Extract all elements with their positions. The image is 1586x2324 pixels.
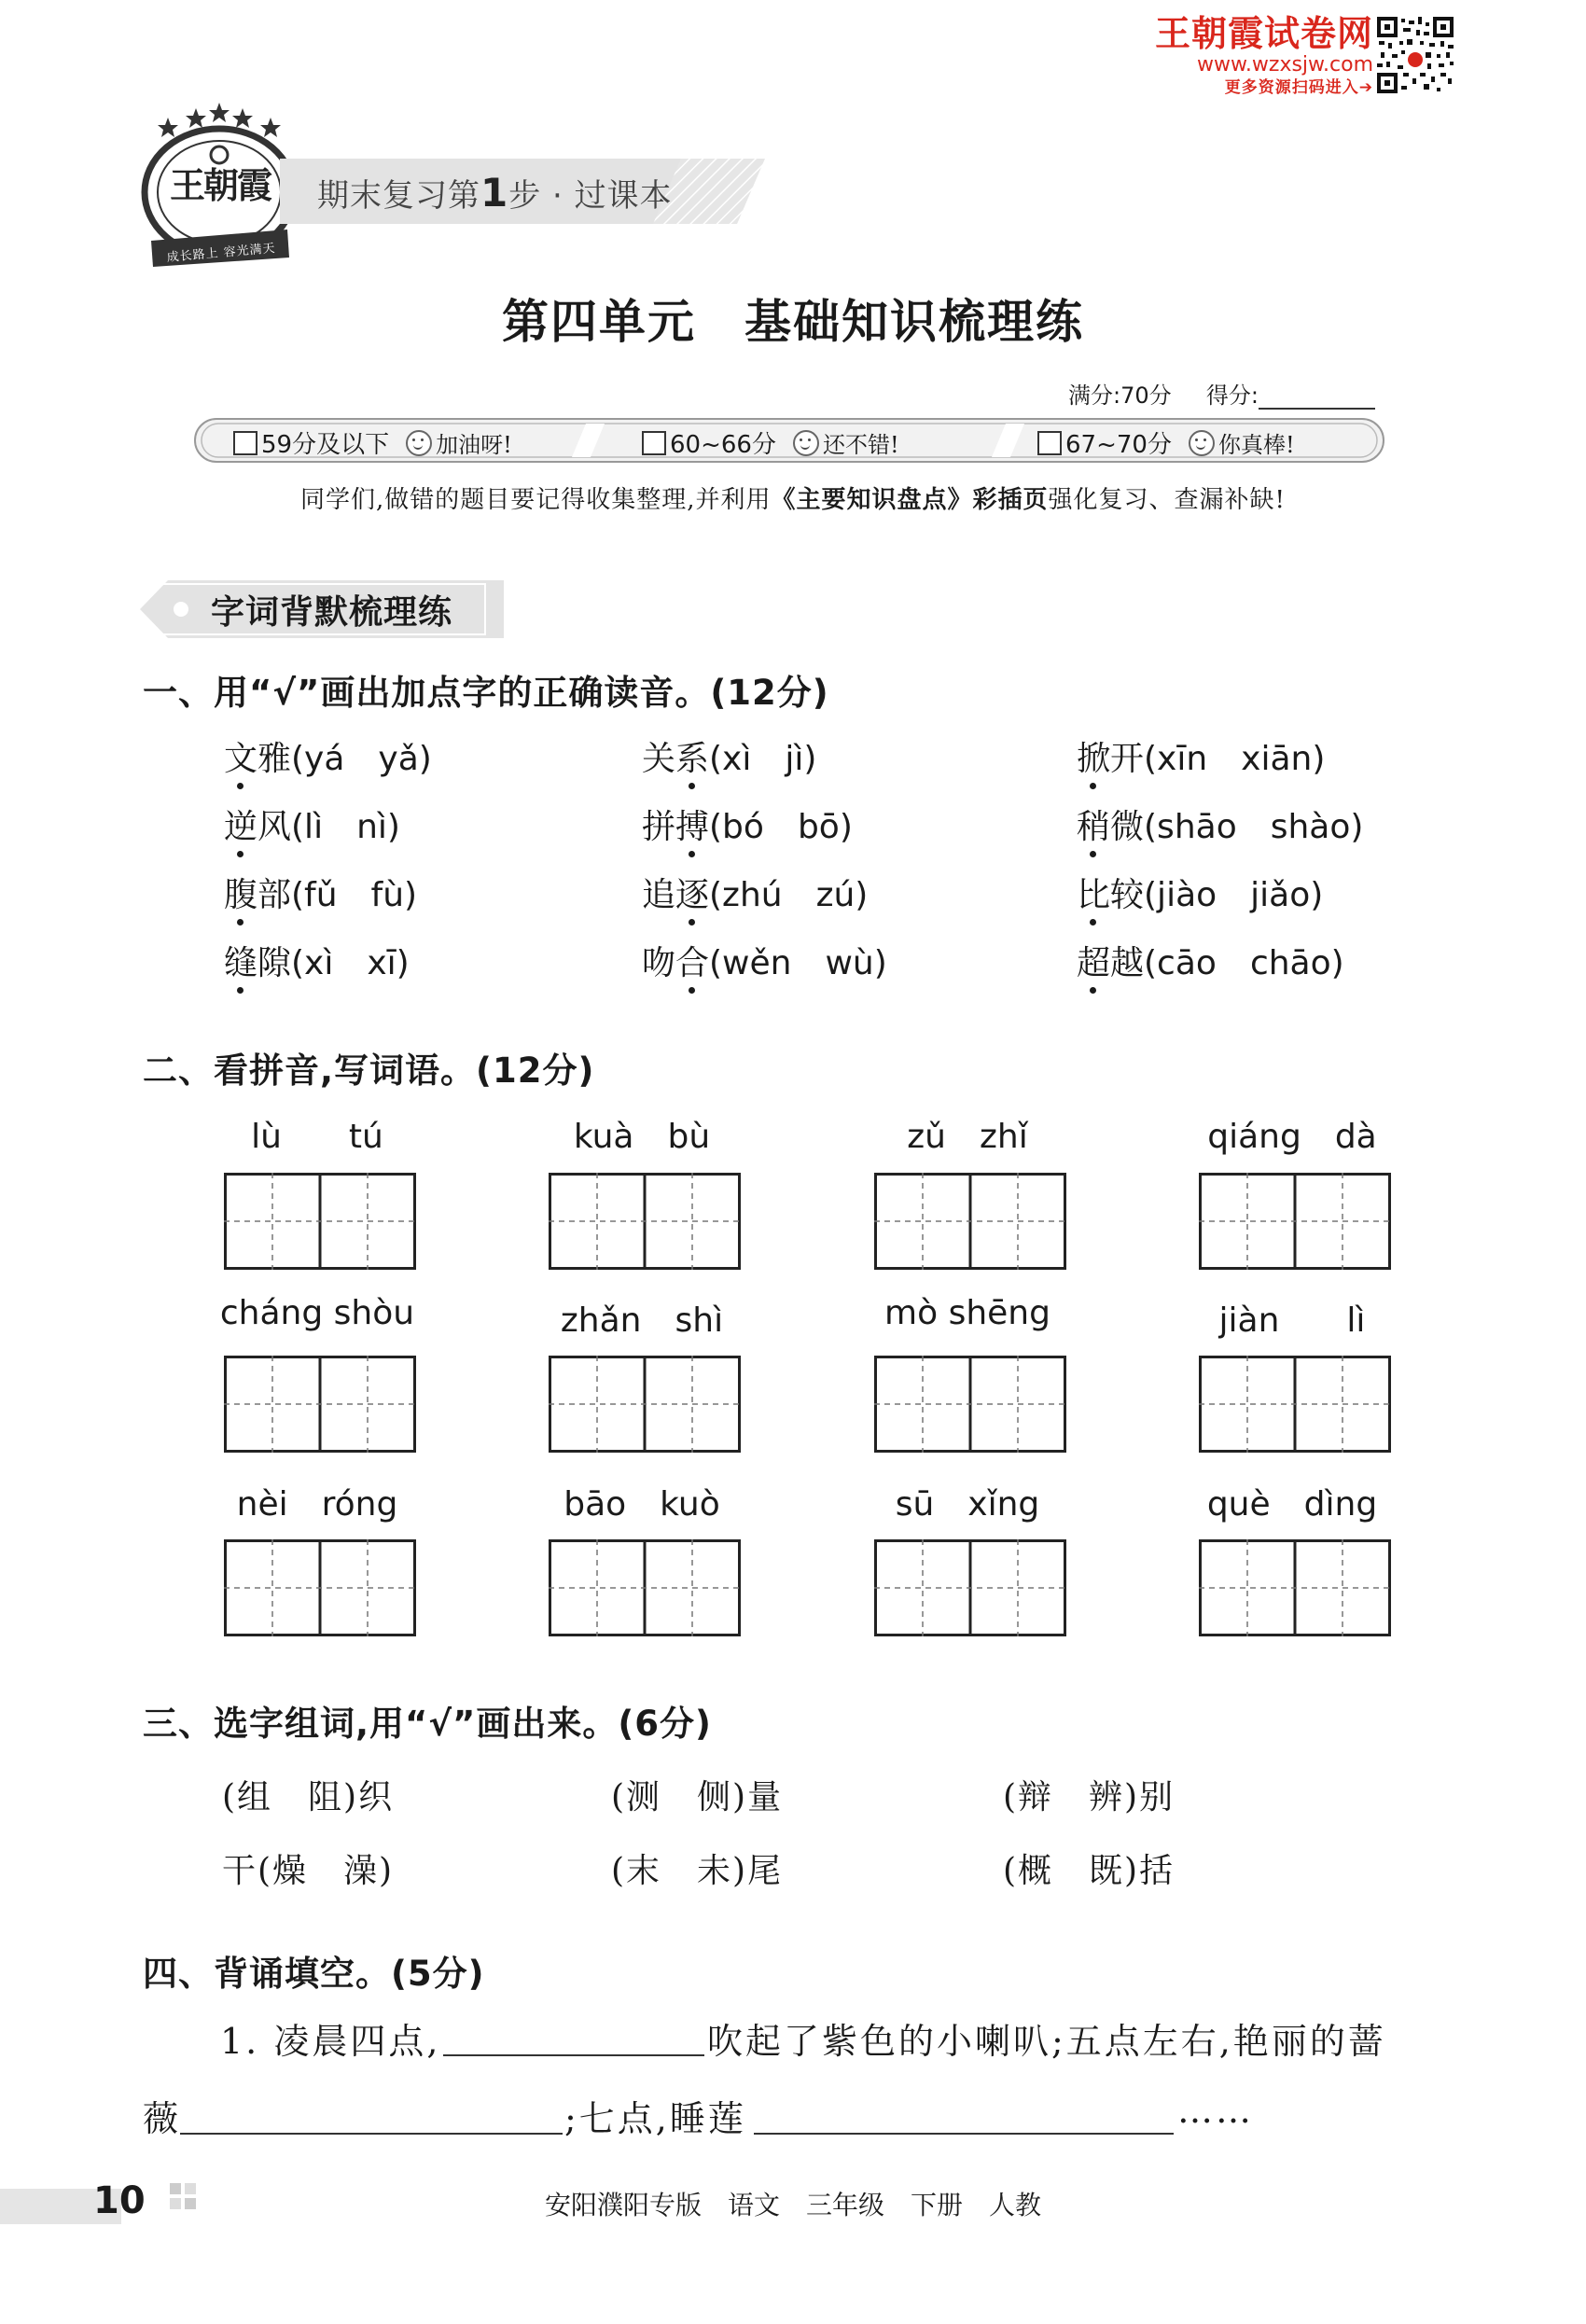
q2-pinyin: qiáng dà: [1207, 1118, 1377, 1156]
q1-word: 关系: [642, 740, 710, 778]
score-input[interactable]: [1259, 391, 1375, 410]
q1-word: 逆风: [224, 808, 292, 846]
q4-line1-end: 吹起了紫色的小喇叭;五点左右,艳丽的蔷: [707, 2021, 1386, 2062]
emphasis-dot-icon: [237, 851, 243, 857]
banner-prefix: 期末复习第: [317, 177, 480, 215]
q1-pinyin-options[interactable]: (wěn wù): [709, 944, 887, 982]
q3-choice[interactable]: (末 未)尾: [611, 1852, 784, 1890]
answer-grid-box[interactable]: [549, 1173, 741, 1270]
q3-choice[interactable]: (概 既)括: [1003, 1852, 1176, 1890]
q1-heading: 一、用“√”画出加点字的正确读音。(12分): [143, 673, 829, 713]
answer-grid-box[interactable]: [1199, 1173, 1391, 1270]
answer-grid-box[interactable]: [224, 1173, 416, 1270]
q4-line2-end: ……: [1177, 2090, 1254, 2131]
emphasis-dot-icon: [689, 851, 695, 857]
q3-choice[interactable]: 干(燥 澡): [222, 1852, 395, 1890]
q1-word: 稍微: [1077, 808, 1145, 846]
emphasis-dot-icon: [1090, 851, 1096, 857]
q1-item: [224, 732, 432, 780]
banner-text: [317, 170, 673, 216]
q4-line2-start: 薇: [143, 2098, 182, 2139]
answer-grid-box[interactable]: [549, 1356, 741, 1453]
q3-choice[interactable]: (辩 辨)别: [1003, 1778, 1176, 1816]
q1-item: [224, 800, 400, 848]
answer-grid-box[interactable]: [874, 1356, 1066, 1453]
full-score: 满分:70分: [1068, 383, 1172, 409]
q1-word: 文雅: [224, 740, 292, 778]
q1-item: [1077, 800, 1363, 848]
emphasis-dot-icon: [1090, 987, 1096, 994]
brand-name: 王朝霞试卷网: [1154, 13, 1373, 54]
answer-blank[interactable]: [443, 2053, 704, 2056]
q1-pinyin-options[interactable]: (shāo shào): [1144, 808, 1364, 846]
score-area: [1068, 377, 1375, 410]
q2-pinyin: sū xǐng: [895, 1485, 1040, 1524]
q1-pinyin-options[interactable]: (cāo chāo): [1144, 944, 1344, 982]
q1-word: 腹部: [224, 876, 292, 914]
rating-high: 67~70分 你真棒!: [1037, 425, 1295, 460]
emphasis-dot-icon: [1090, 783, 1096, 789]
q1-pinyin-options[interactable]: (bó bō): [709, 808, 853, 846]
q2-pinyin: bāo kuò: [563, 1485, 720, 1524]
q2-pinyin: jiàn lì: [1218, 1301, 1366, 1340]
emphasis-dot-icon: [1090, 919, 1096, 925]
score-label: 得分:: [1205, 383, 1259, 409]
q1-pinyin-options[interactable]: (zhú zú): [709, 876, 869, 914]
answer-blank[interactable]: [754, 2131, 1174, 2135]
q1-word: 追逐: [642, 876, 710, 914]
answer-grid-box[interactable]: [224, 1539, 416, 1636]
q3-choice[interactable]: (测 侧)量: [611, 1778, 784, 1816]
q2-pinyin: lù tú: [251, 1118, 383, 1156]
q2-pinyin: què dìng: [1206, 1485, 1378, 1524]
q3-heading: 三、选字组词,用“√”画出来。(6分): [143, 1704, 712, 1744]
smiley-icon: [793, 430, 819, 456]
banner-suffix: 步 · 过课本: [508, 177, 673, 215]
page-title: 第四单元 基础知识梳理练: [502, 295, 1084, 349]
q1-pinyin-options[interactable]: (jiào jiǎo): [1144, 876, 1324, 914]
rating-checkbox[interactable]: [1037, 431, 1062, 455]
rating-checkbox[interactable]: [642, 431, 666, 455]
q1-word: 拼搏: [642, 808, 710, 846]
q1-pinyin-options[interactable]: (xì xī): [291, 944, 410, 982]
answer-grid-box[interactable]: [549, 1539, 741, 1636]
q2-heading: 二、看拼音,写词语。(12分): [143, 1051, 595, 1091]
q4-line2-mid: ;七点,睡莲: [564, 2098, 746, 2139]
q2-pinyin: cháng shòu: [219, 1294, 415, 1332]
smiley-icon: [406, 430, 432, 456]
answer-grid-box[interactable]: [874, 1173, 1066, 1270]
notice-text: 同学们,做错的题目要记得收集整理,并利用《主要知识盘点》彩插页强化复习、查漏补缺!: [300, 486, 1286, 514]
logo-motto: 成长路上 容光满天: [166, 241, 277, 266]
answer-grid-box[interactable]: [224, 1356, 416, 1453]
q1-item: [1077, 869, 1323, 916]
q1-item: [224, 937, 410, 984]
answer-grid-box[interactable]: [874, 1539, 1066, 1636]
q1-item: [642, 869, 868, 916]
rating-mid: 60~66分 还不错!: [642, 425, 899, 460]
q2-pinyin: mò shēng: [884, 1294, 1050, 1332]
emphasis-dot-icon: [689, 987, 695, 994]
q3-choice[interactable]: (组 阻)织: [222, 1778, 395, 1816]
emphasis-dot-icon: [237, 919, 243, 925]
q4-heading: 四、背诵填空。(5分): [143, 1954, 485, 1994]
q2-pinyin: zǔ zhǐ: [907, 1118, 1028, 1156]
q1-pinyin-options[interactable]: (lì nì): [291, 808, 400, 846]
emphasis-dot-icon: [237, 783, 243, 789]
banner-step-number: 1: [480, 170, 509, 216]
rating-checkbox[interactable]: [233, 431, 257, 455]
q1-word: 吻合: [642, 944, 710, 982]
q2-pinyin: nèi róng: [236, 1485, 398, 1524]
footer-info: 安阳濮阳专版 语文 三年级 下册 人教: [544, 2190, 1041, 2220]
q1-item: [642, 732, 816, 780]
q1-pinyin-options[interactable]: (xīn xiān): [1144, 740, 1326, 778]
q1-pinyin-options[interactable]: (fǔ fù): [291, 876, 418, 914]
q2-pinyin: kuà bù: [573, 1118, 711, 1156]
q1-item: [1077, 937, 1344, 984]
section-title: 字词背默梳理练: [211, 593, 453, 632]
q4-line1-start: 1. 凌晨四点,: [220, 2021, 441, 2062]
rating-low: 59分及以下 加油呀!: [233, 425, 512, 460]
emphasis-dot-icon: [689, 783, 695, 789]
q1-word: 缝隙: [224, 944, 292, 982]
logo-text: 王朝霞: [169, 164, 271, 206]
q1-word: 比较: [1077, 876, 1145, 914]
q1-item: [642, 800, 853, 848]
smiley-icon: [1189, 430, 1215, 456]
q1-item: [1077, 732, 1325, 780]
q1-word: 掀开: [1077, 740, 1145, 778]
brand-tagline: 更多资源扫码进入➔: [1224, 78, 1373, 97]
qr-code-icon[interactable]: [1375, 15, 1455, 95]
brand-url[interactable]: www.wzxsjw.com: [1196, 53, 1373, 77]
q1-item: [642, 937, 887, 984]
answer-grid-box[interactable]: [1199, 1356, 1391, 1453]
q1-word: 超越: [1077, 944, 1145, 982]
answer-blank[interactable]: [180, 2131, 563, 2135]
q1-pinyin-options[interactable]: (xì jì): [709, 740, 817, 778]
q1-pinyin-options[interactable]: (yá yǎ): [291, 740, 432, 778]
emphasis-dot-icon: [237, 987, 243, 994]
answer-grid-box[interactable]: [1199, 1539, 1391, 1636]
q1-item: [224, 869, 417, 916]
page-number: 10: [93, 2179, 146, 2222]
emphasis-dot-icon: [689, 919, 695, 925]
q2-pinyin: zhǎn shì: [560, 1301, 724, 1340]
brand-header: [1140, 13, 1373, 99]
